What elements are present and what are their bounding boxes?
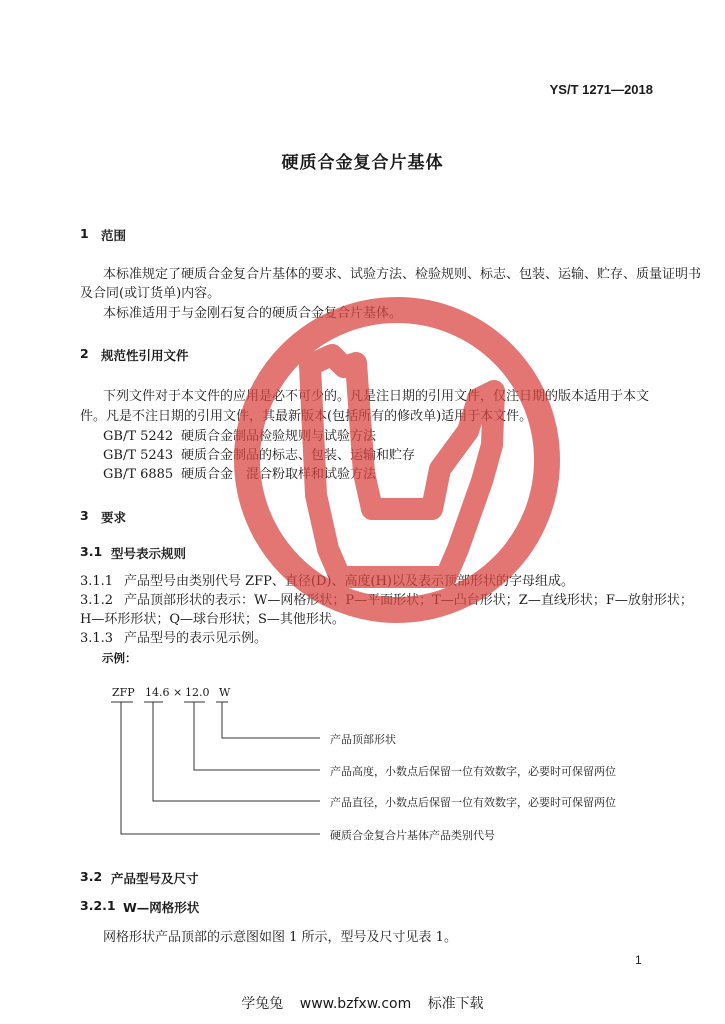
section-2-paragraph-1a: 下列文件对于本文件的应用是必不可少的。凡是注日期的引用文件，仅注日期的版本适用于本文 (103, 389, 650, 404)
leader-category (121, 702, 320, 834)
label-category: 硬质合金复合片基体产品类别代号 (330, 829, 495, 842)
site-footer (0, 993, 725, 1013)
page-number: 1 (635, 953, 642, 967)
code-shape: W (219, 686, 231, 699)
section-2-paragraph-1b: 件。凡是不注日期的引用文件，其最新版本(包括所有的修改单)适用于本文件。 (80, 409, 533, 424)
reference-title: 硬质合金制品的标志、包装、运输和贮存 (181, 448, 416, 463)
code-category: ZFP (112, 686, 135, 699)
section-3-2-1-heading: W—网格形状 (123, 900, 200, 915)
clause-3-1-1-number: 3.1.1 (80, 574, 114, 589)
section-3-2-number: 3.2 (80, 869, 103, 884)
section-3-heading: 要求 (101, 510, 127, 525)
reference-title: 硬质合金制品检验规则与试验方法 (181, 429, 377, 444)
reference-code: GB/T 5242 (103, 429, 174, 444)
section-2-heading: 规范性引用文件 (101, 348, 189, 363)
section-2-number: 2 (80, 346, 89, 361)
example-label: 示例： (102, 651, 137, 665)
leader-shape (222, 702, 320, 738)
clause-3-1-1-text: 产品型号由类别代号 ZFP、直径(D)、高度(H)以及表示顶部形状的字母组成。 (124, 574, 574, 589)
leader-diameter (153, 702, 320, 801)
clause-3-1-2-text-a: 产品顶部形状的表示：W—网格形状；P—平面形状；T—凸台形状；Z—直线形状；F—放射形状； (124, 593, 693, 608)
section-3-2-1-paragraph: 网格形状产品顶部的示意图如图 1 所示，型号及尺寸见表 1。 (103, 930, 457, 945)
label-top-shape: 产品顶部形状 (330, 733, 396, 746)
section-1-paragraph-1a: 本标准规定了硬质合金复合片基体的要求、试验方法、检验规则、标志、包装、运输、贮存、质量证明书 (103, 267, 702, 282)
reference-title: 硬质合金 混合粉取样和试验方法 (181, 467, 377, 482)
code-times: × (173, 686, 183, 699)
reference-code: GB/T 6885 (103, 467, 174, 482)
reference-code: GB/T 5243 (103, 448, 174, 463)
leader-height (194, 702, 320, 770)
standard-code: YS/T 1271—2018 (549, 82, 653, 97)
label-height: 产品高度，小数点后保留一位有效数字，必要时可保留两位 (330, 765, 616, 778)
section-1-heading: 范围 (101, 228, 127, 243)
label-diameter: 产品直径，小数点后保留一位有效数字，必要时可保留两位 (330, 796, 616, 809)
clause-3-1-2-number: 3.1.2 (80, 593, 114, 608)
footer-site-name: 学兔兔 (241, 996, 284, 1012)
footer-url[interactable]: www.bzfxw.com (299, 996, 412, 1012)
section-3-number: 3 (80, 508, 89, 523)
footer-tagline: 标准下载 (427, 996, 484, 1012)
code-height: 12.0 (185, 686, 210, 699)
clause-3-1-3-number: 3.1.3 (80, 631, 114, 646)
section-3-1-heading: 型号表示规则 (111, 546, 187, 561)
section-3-2-1-number: 3.2.1 (80, 898, 116, 913)
section-3-2-heading: 产品型号及尺寸 (111, 871, 199, 886)
section-1-paragraph-1b: 及合同(或订货单)内容。 (80, 286, 221, 301)
section-3-1-number: 3.1 (80, 544, 103, 559)
clause-3-1-2-text-b: H—环形形状；Q—球台形状；S—其他形状。 (80, 612, 345, 627)
clause-3-1-3-text: 产品型号的表示见示例。 (124, 631, 268, 646)
section-1-paragraph-2: 本标准适用于与金刚石复合的硬质合金复合片基体。 (103, 306, 403, 321)
document-title: 硬质合金复合片基体 (281, 153, 444, 173)
section-1-number: 1 (80, 226, 89, 241)
code-diameter: 14.6 (145, 686, 170, 699)
